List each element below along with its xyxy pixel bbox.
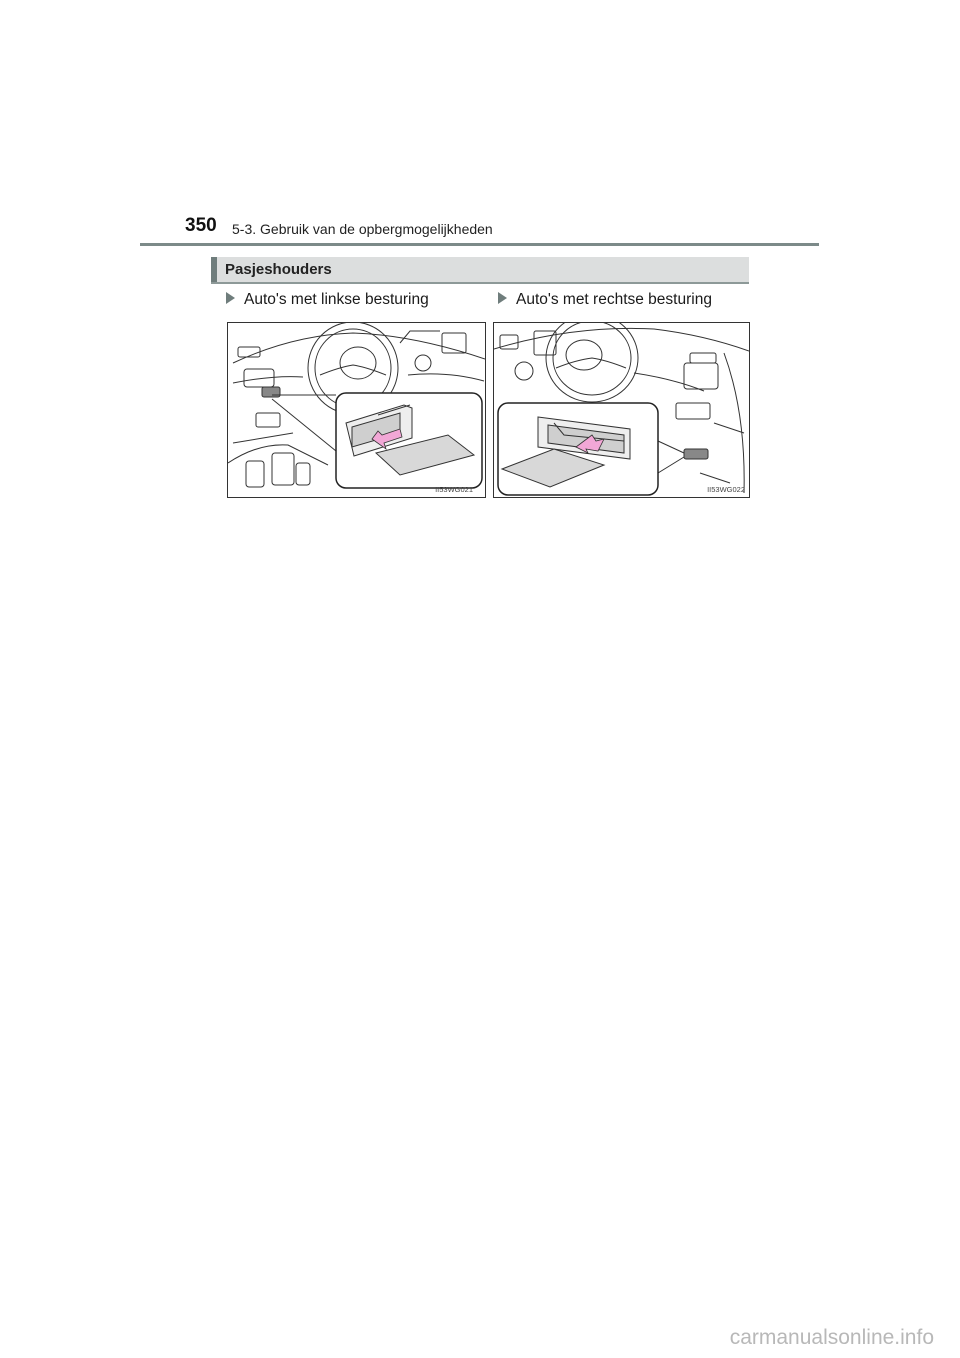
- section-title: Pasjeshouders: [225, 261, 332, 278]
- variant-label: Auto's met rechtse besturing: [516, 291, 712, 308]
- variant-left-hand-drive: [226, 291, 429, 309]
- dashboard-card-holder-illustration: [228, 323, 486, 498]
- dashboard-card-holder-illustration: [494, 323, 750, 498]
- watermark: carmanualsonline.info: [729, 1326, 934, 1349]
- figure-code: II53WG021: [435, 485, 473, 494]
- triangle-bullet-icon: [498, 292, 507, 304]
- triangle-bullet-icon: [226, 292, 235, 304]
- section-heading: [211, 257, 749, 284]
- figure-code: II53WG022: [707, 485, 745, 494]
- illustration-right-hand-drive: [493, 322, 750, 498]
- illustration-left-hand-drive: [227, 322, 486, 498]
- section-heading-bar: [211, 257, 217, 282]
- header-divider: [140, 243, 819, 246]
- chapter-title: 5-3. Gebruik van de opbergmogelijkheden: [232, 221, 493, 237]
- variant-right-hand-drive: [498, 291, 712, 309]
- page-number: 350: [185, 215, 217, 236]
- variant-label: Auto's met linkse besturing: [244, 291, 429, 308]
